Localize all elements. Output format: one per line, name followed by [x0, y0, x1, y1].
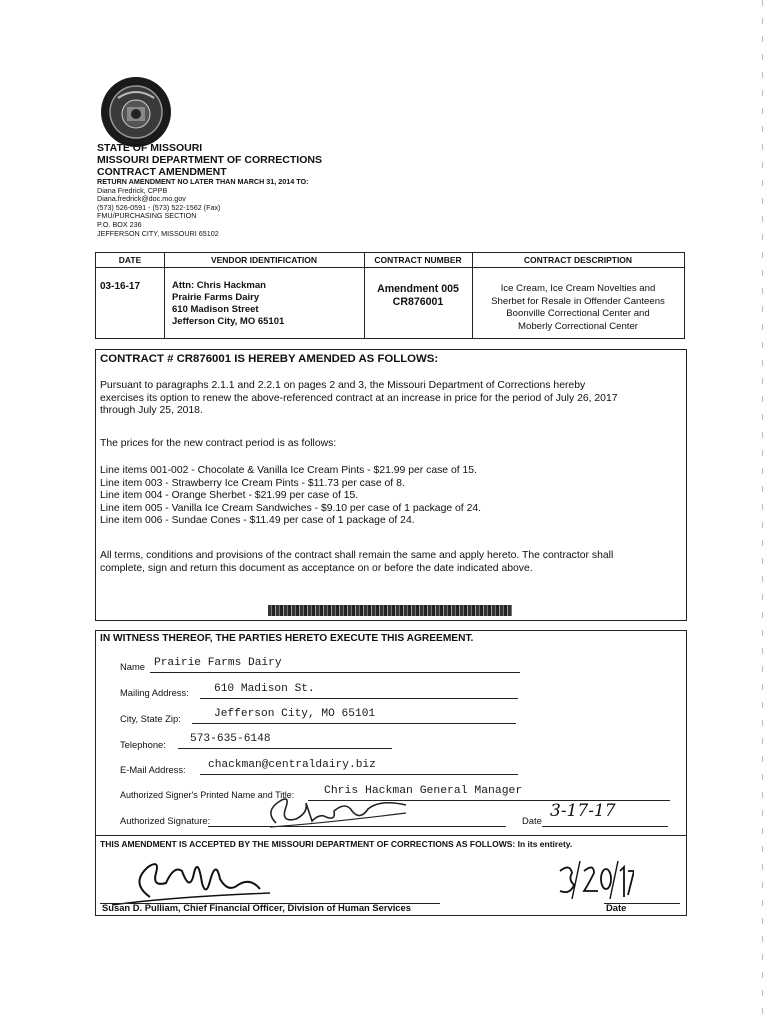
price-item: Line item 003 - Strawberry Ice Cream Pints - $11.73 per case of 8.	[100, 477, 405, 489]
col-header-contract-number: CONTRACT NUMBER	[374, 255, 462, 265]
amendment-number: Amendment 005	[377, 283, 459, 295]
acceptance-date-label: Date	[606, 902, 627, 913]
official-signer-name: Susan D. Pulliam, Chief Financial Officer, Division of Human Services	[102, 902, 411, 913]
prices-intro: The prices for the new contract period is as follows:	[100, 438, 337, 449]
price-item: Line item 005 - Vanilla Ice Cream Sandwiches - $9.10 per case of 1 package of 24.	[100, 502, 482, 514]
signature-date[interactable]: 3-17-17	[550, 801, 616, 821]
col-header-date: DATE	[118, 255, 142, 265]
price-item: Line items 001-002 - Chocolate & Vanilla Ice Cream Pints - $21.99 per case of 15.	[100, 465, 477, 476]
price-item: Line item 006 - Sundae Cones - $11.49 per case of 1 package of 24.	[100, 515, 415, 527]
vendor-city: Jefferson City, MO 65101	[172, 316, 285, 327]
contact-section: FMU/PURCHASING SECTION	[97, 211, 197, 221]
address-label: Mailing Address:	[120, 687, 189, 698]
signer-field[interactable]: Chris Hackman General Manager	[324, 785, 523, 797]
signature-label: Authorized Signature:	[120, 815, 211, 826]
terms-paragraph	[100, 550, 682, 575]
acceptance-statement: THIS AMENDMENT IS ACCEPTED BY THE MISSOURI DEPARTMENT OF CORRECTIONS AS FOLLOWS: In its entirety.	[100, 839, 573, 849]
description-line: Boonville Correctional Center and	[506, 308, 650, 319]
paragraph-line: through July 25, 2018.	[100, 405, 203, 417]
paragraph-line: exercises its option to renew the above-referenced contract at an increase in price for the period of July 26, 2017	[100, 392, 618, 404]
contact-po-box: P.O. BOX 236	[97, 219, 142, 229]
col-header-description: CONTRACT DESCRIPTION	[523, 255, 633, 265]
acceptance-date-handwritten	[554, 857, 634, 903]
state-seal-icon	[100, 76, 172, 148]
contract-number	[364, 283, 472, 309]
vendor-identification	[172, 280, 284, 328]
city-label: City, State Zip:	[120, 713, 181, 724]
description-line: Ice Cream, Ice Cream Novelties and	[500, 283, 656, 294]
contract-info-table	[95, 252, 685, 339]
paragraph-line: All terms, conditions and provisions of the contract shall remain the same and apply hereto. The contractor shall	[100, 550, 614, 561]
contract-description	[472, 283, 684, 333]
scan-redaction-bar	[268, 605, 512, 616]
amendment-section	[95, 349, 687, 621]
state-name: STATE OF MISSOURI	[97, 142, 203, 154]
contract-date: 03-16-17	[100, 281, 141, 292]
signature-date-label: Date	[522, 815, 542, 826]
document-header	[97, 142, 322, 238]
price-list	[100, 465, 481, 528]
name-label: Name	[120, 661, 146, 672]
department-name: MISSOURI DEPARTMENT OF CORRECTIONS	[97, 154, 322, 166]
vendor-name: Prairie Farms Dairy	[172, 292, 260, 303]
description-line: Moberly Correctional Center	[518, 320, 638, 332]
contact-phone: (573) 526-0591 - (573) 522-1562 (Fax)	[97, 202, 221, 212]
amendment-title: CONTRACT # CR876001 IS HEREBY AMENDED AS FOLLOWS:	[100, 353, 439, 365]
renewal-paragraph	[100, 380, 682, 418]
phone-label: Telephone:	[120, 739, 166, 750]
vendor-street: 610 Madison Street	[172, 304, 259, 315]
signer-label: Authorized Signer's Printed Name and Title:	[120, 790, 295, 800]
contact-email: Diana.fredrick@doc.mo.gov	[97, 194, 186, 204]
email-label: E-Mail Address:	[120, 764, 186, 775]
email-field[interactable]: chackman@centraldairy.biz	[208, 759, 376, 771]
price-item: Line item 004 - Orange Sherbet - $21.99 per case of 15.	[100, 490, 359, 502]
phone-field[interactable]: 573-635-6148	[190, 733, 271, 745]
paragraph-line: Pursuant to paragraphs 2.1.1 and 2.2.1 on pages 2 and 3, the Missouri Department of Corrections hereby	[100, 380, 586, 391]
contact-line: Diana Fredrick, CPPB	[97, 185, 168, 195]
col-header-vendor: VENDOR IDENTIFICATION	[210, 255, 318, 265]
document-type: CONTRACT AMENDMENT	[97, 166, 227, 178]
paragraph-line: complete, sign and return this document as acceptance on or before the date indicated above.	[100, 562, 533, 574]
vendor-signature	[256, 793, 416, 833]
name-field[interactable]: Prairie Farms Dairy	[154, 657, 282, 669]
contact-city: JEFFERSON CITY, MISSOURI 65102	[97, 228, 219, 238]
city-field[interactable]: Jefferson City, MO 65101	[214, 708, 376, 720]
scan-edge-artifact	[762, 0, 763, 1024]
description-line: Sherbet for Resale in Offender Canteens	[491, 295, 665, 307]
witness-section	[95, 630, 687, 916]
return-deadline: RETURN AMENDMENT NO LATER THAN MARCH 31, 2014 TO:	[97, 177, 309, 186]
address-field[interactable]: 610 Madison St.	[214, 683, 315, 695]
contract-id: CR876001	[392, 296, 444, 308]
vendor-attn: Attn: Chris Hackman	[172, 280, 266, 291]
witness-title: IN WITNESS THEREOF, THE PARTIES HERETO EXECUTE THIS AGREEMENT.	[100, 633, 474, 644]
